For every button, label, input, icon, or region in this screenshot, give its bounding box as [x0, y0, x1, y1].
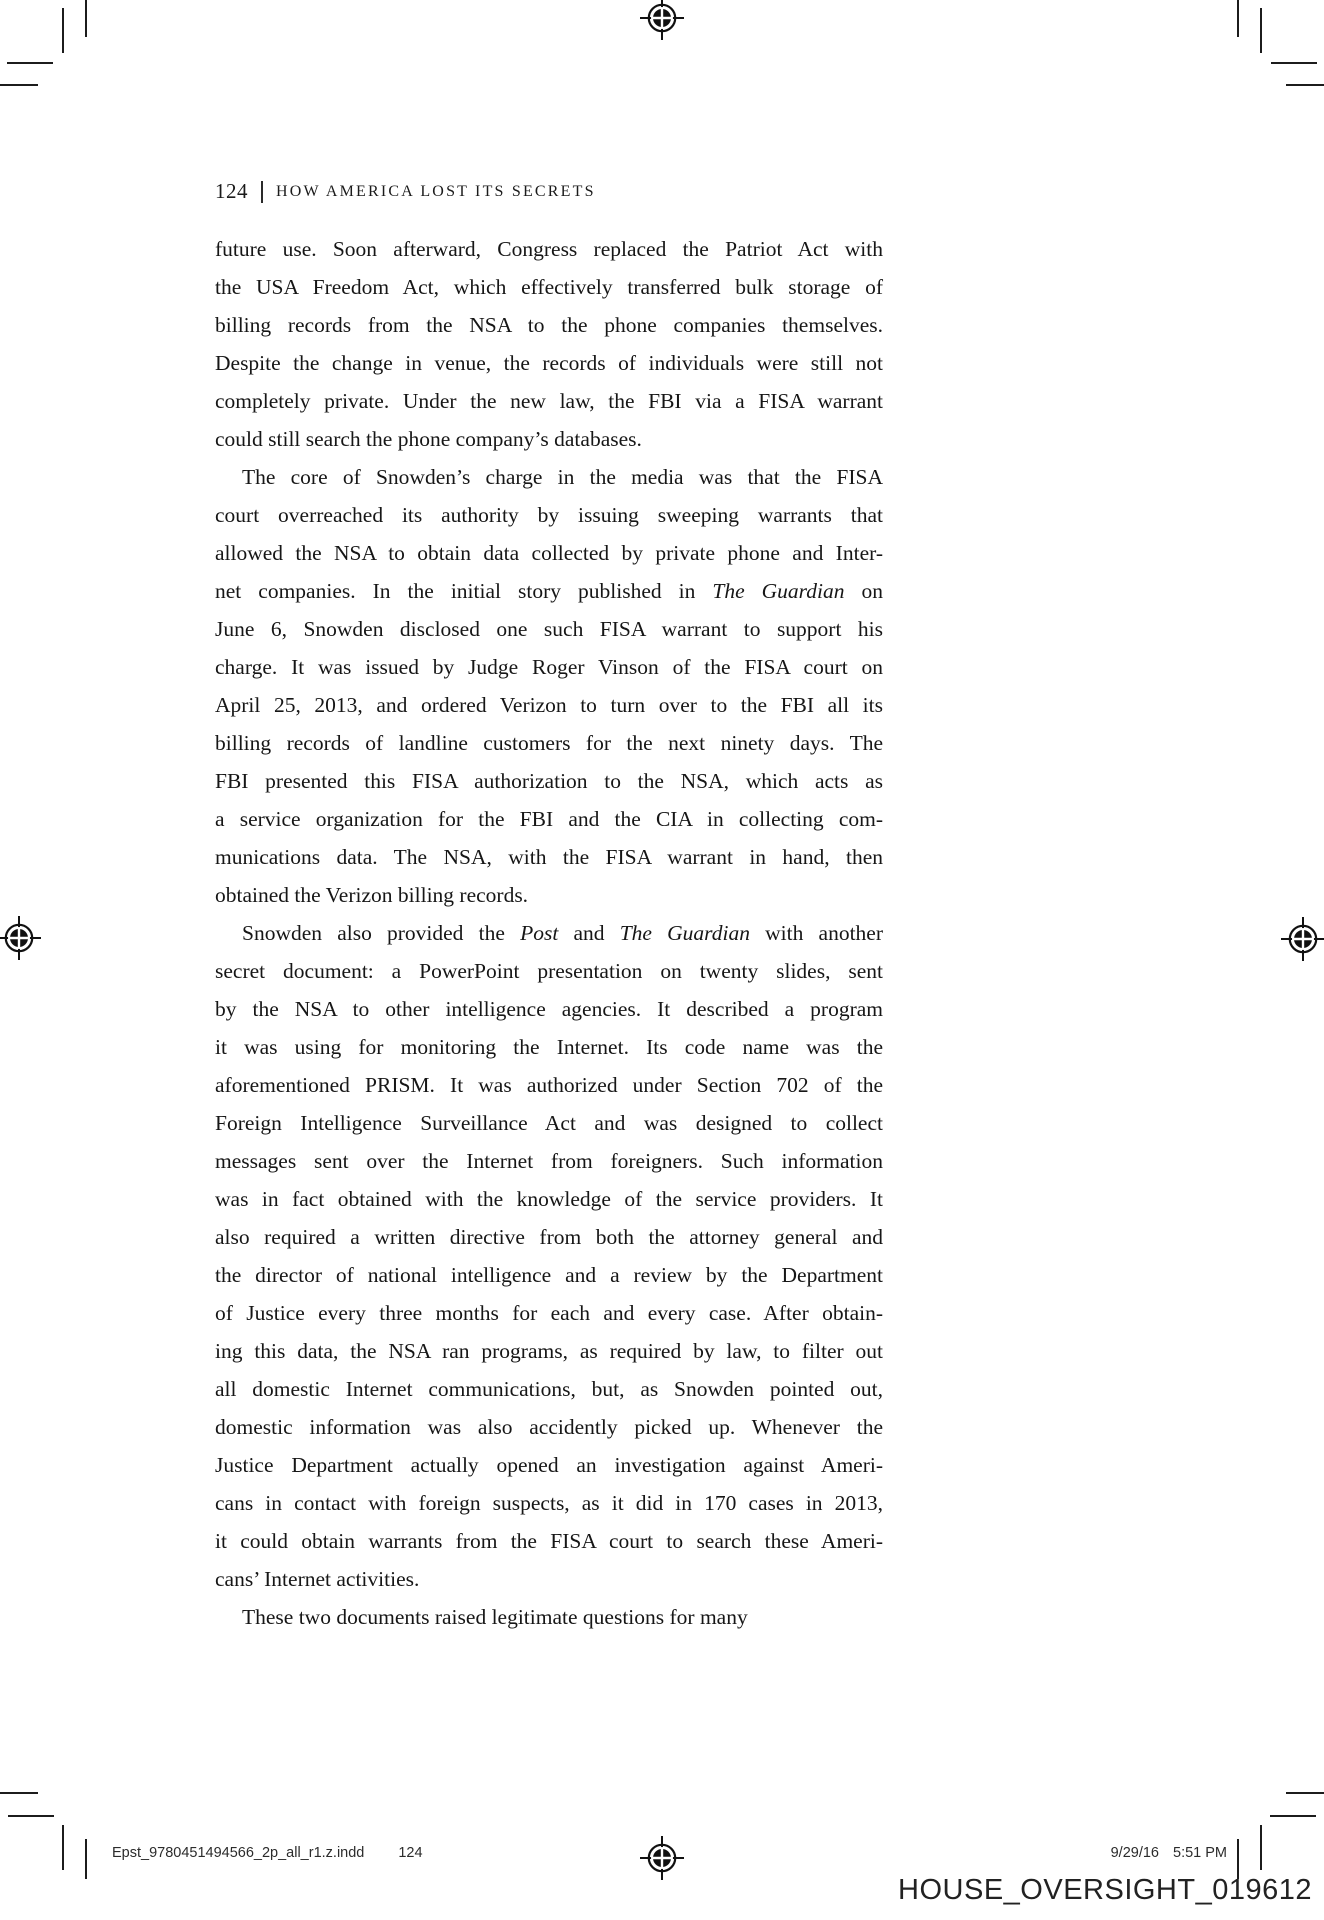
- text-line: Justice Department actually opened an investigation against Ameri-: [215, 1453, 883, 1477]
- text-line: The core of Snowden’s charge in the media was that the FISA: [242, 465, 883, 489]
- crop-mark: [0, 1792, 38, 1794]
- crop-mark: [62, 1825, 64, 1870]
- text-line: billing records from the NSA to the phone companies themselves.: [215, 313, 883, 337]
- text-line: FBI presented this FISA authorization to the NSA, which acts as: [215, 769, 883, 793]
- text-line: net companies. In the initial story published in The Guardian on: [215, 579, 884, 603]
- text-line: charge. It was issued by Judge Roger Vinson of the FISA court on: [215, 655, 883, 679]
- body-text: [215, 230, 883, 1636]
- text-line: munications data. The NSA, with the FISA warrant in hand, then: [215, 845, 883, 869]
- text-line: the director of national intelligence and a review by the Department: [215, 1263, 883, 1287]
- text-line: April 25, 2013, and ordered Verizon to turn over to the FBI all its: [215, 693, 883, 717]
- text-line: Snowden also provided the Post and The Guardian with another: [242, 921, 883, 945]
- text-line: domestic information was also accidently picked up. Whenever the: [215, 1415, 883, 1439]
- crop-mark: [85, 0, 87, 37]
- text-line: it was using for monitoring the Internet. Its code name was the: [215, 1035, 883, 1059]
- running-header: [215, 179, 596, 204]
- running-title: HOW AMERICA LOST ITS SECRETS: [276, 183, 596, 200]
- crop-mark: [85, 1839, 87, 1879]
- registration-target-icon: [0, 916, 41, 960]
- text-line: court overreached its authority by issuing sweeping warrants that: [215, 503, 883, 527]
- text-line: ing this data, the NSA ran programs, as required by law, to filter out: [215, 1339, 883, 1363]
- crop-mark: [1270, 1815, 1316, 1817]
- text-line: secret document: a PowerPoint presentation on twenty slides, sent: [215, 959, 883, 983]
- crop-mark: [0, 84, 38, 86]
- text-line: billing records of landline customers for the next ninety days. The: [215, 731, 883, 755]
- text-line: These two documents raised legitimate questions for many: [242, 1605, 748, 1629]
- header-divider: [261, 181, 263, 203]
- text-line: was in fact obtained with the knowledge of the service providers. It: [215, 1187, 883, 1211]
- text-line: cans’ Internet activities.: [215, 1567, 420, 1591]
- text-line: the USA Freedom Act, which effectively transferred bulk storage of: [215, 275, 883, 299]
- text-line: obtained the Verizon billing records.: [215, 883, 529, 907]
- text-line: completely private. Under the new law, the FBI via a FISA warrant: [215, 389, 883, 413]
- text-line: cans in contact with foreign suspects, as it did in 170 cases in 2013,: [215, 1491, 883, 1515]
- text-line: Foreign Intelligence Surveillance Act and was designed to collect: [215, 1111, 883, 1135]
- crop-mark: [1271, 62, 1317, 64]
- text-line: a service organization for the FBI and the CIA in collecting com-: [215, 807, 883, 831]
- text-line: June 6, Snowden disclosed one such FISA warrant to support his: [215, 617, 883, 641]
- crop-mark: [1260, 1825, 1262, 1870]
- text-line: all domestic Internet communications, but, as Snowden pointed out,: [215, 1377, 883, 1401]
- crop-mark: [1237, 1839, 1239, 1879]
- slug-filename: Epst_9780451494566_2p_all_r1.z.indd: [112, 1845, 365, 1861]
- text-line: by the NSA to other intelligence agencies. It described a program: [215, 997, 883, 1021]
- text-line: allowed the NSA to obtain data collected by private phone and Inter-: [215, 541, 883, 565]
- slug-page-number: 124: [398, 1845, 423, 1861]
- crop-mark: [1260, 8, 1262, 53]
- registration-target-icon: [640, 1836, 684, 1880]
- slug-line: [112, 1845, 423, 1861]
- crop-mark: [8, 1815, 54, 1817]
- text-line: future use. Soon afterward, Congress replaced the Patriot Act with: [215, 237, 883, 261]
- crop-mark: [7, 62, 53, 64]
- text-line: messages sent over the Internet from foreigners. Such information: [215, 1149, 883, 1173]
- text-line: also required a written directive from both the attorney general and: [215, 1225, 883, 1249]
- crop-mark: [62, 8, 64, 53]
- crop-mark: [1237, 0, 1239, 37]
- registration-target-icon: [1281, 917, 1324, 961]
- text-line: aforementioned PRISM. It was authorized under Section 702 of the: [215, 1073, 883, 1097]
- registration-target-icon: [640, 0, 684, 40]
- timestamp-time: 5:51 PM: [1173, 1845, 1227, 1861]
- crop-mark: [1286, 84, 1324, 86]
- page-number: 124: [215, 179, 248, 203]
- bates-stamp: HOUSE_OVERSIGHT_019612: [898, 1874, 1312, 1906]
- crop-mark: [1286, 1792, 1324, 1794]
- print-timestamp: [1111, 1845, 1227, 1861]
- text-line: of Justice every three months for each and every case. After obtain-: [215, 1301, 883, 1325]
- timestamp-date: 9/29/16: [1110, 1845, 1159, 1861]
- text-line: Despite the change in venue, the records of individuals were still not: [215, 351, 883, 375]
- text-line: it could obtain warrants from the FISA court to search these Ameri-: [215, 1529, 883, 1553]
- text-line: could still search the phone company’s databases.: [215, 427, 642, 451]
